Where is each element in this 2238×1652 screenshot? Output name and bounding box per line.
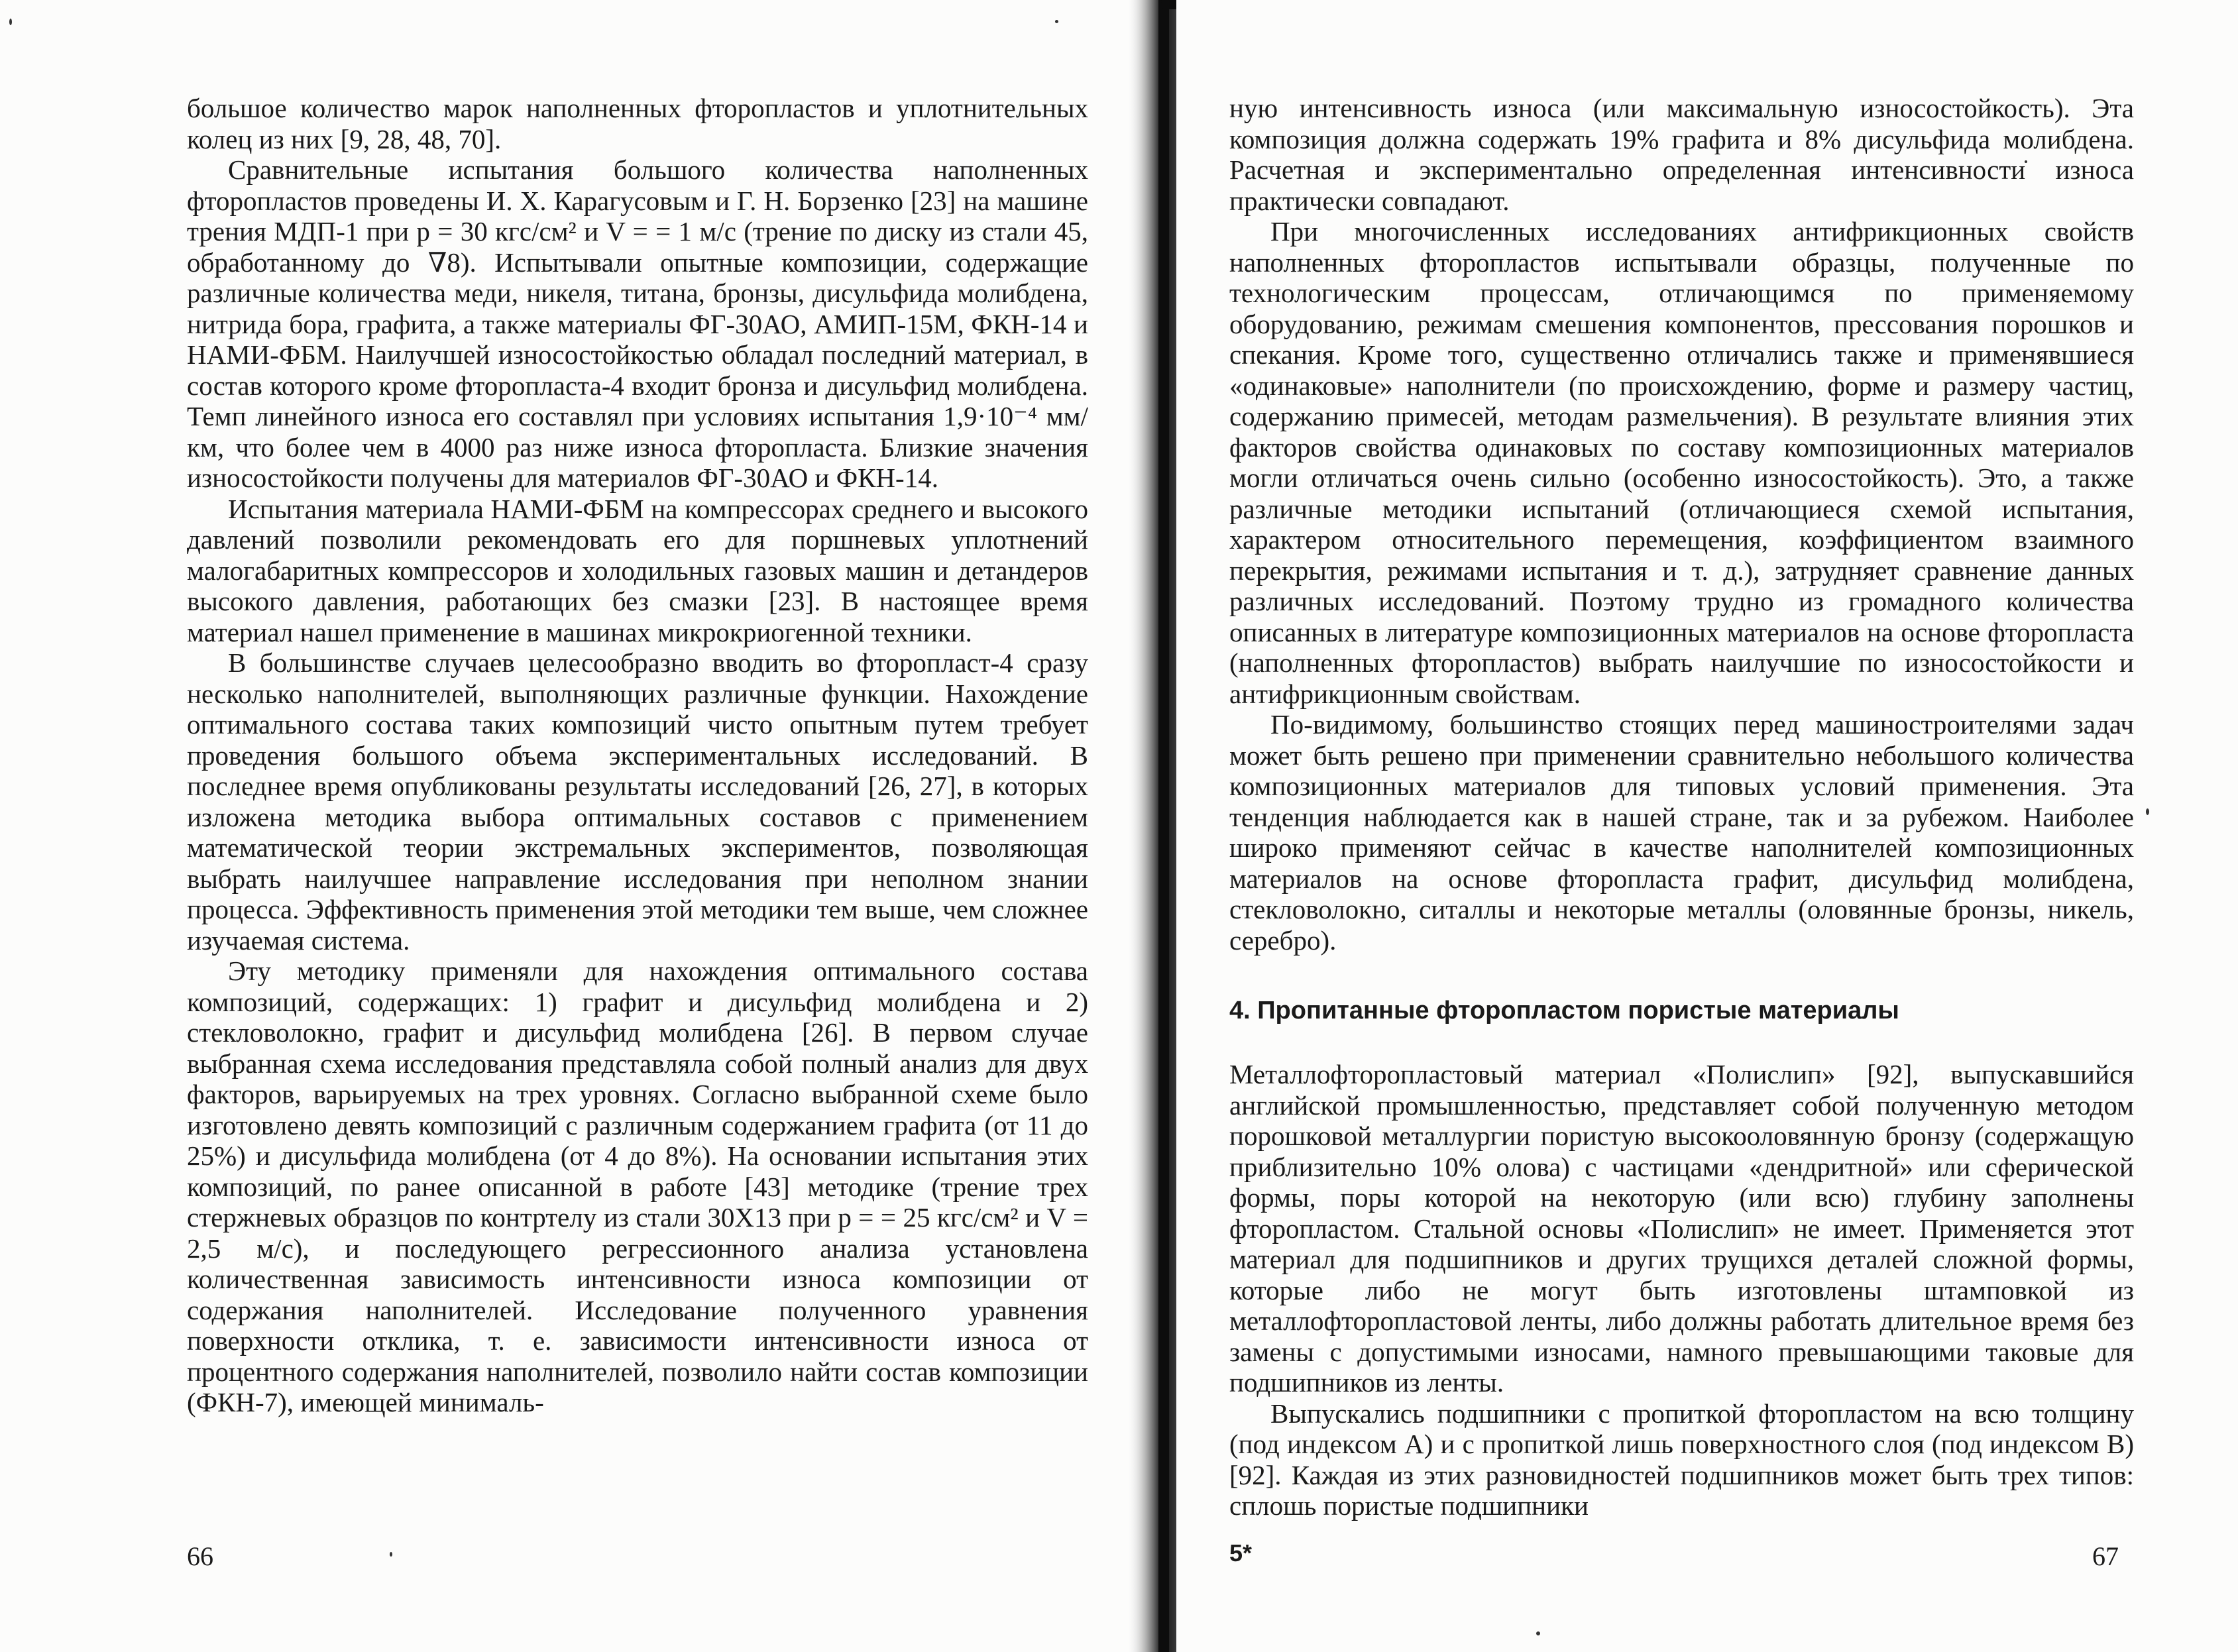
section-heading: 4. Пропитанные фторопластом пористые материалы [1229, 997, 1899, 1024]
left-page [187, 93, 1088, 1418]
scan-speck [1055, 20, 1058, 23]
page-number: 66 [187, 1541, 213, 1571]
paragraph: В большинстве случаев целесообразно вводить во фторопласт-4 сразу несколько наполнителей, выполняющих различные функции. Нахождение оптимального состава таких композиций чисто опытным путем требует проведения большого объема экспериментальных исследований. В последнее время опубликованы результаты исследований [26, 27], в которых изложена методика выбора оптимальных составов с применением математической теории экстремальных экспериментов, позволяющая выбрать наилучшее направление исследования при неполном знании процесса. Эффективность применения этой методики тем выше, чем сложнее изучаемая система. [187, 647, 1088, 956]
signature-mark: 5* [1229, 1539, 1253, 1567]
scan-speck [2146, 808, 2149, 815]
paragraph: ную интенсивность износа (или максимальную износостойкость). Эта композиция должна содержать 19% графита и 8% дисульфида молибдена. Расчетная и экспериментально определенная интенсивности износа практически совпадают. [1229, 93, 2134, 216]
scan-speck [390, 1552, 392, 1557]
scan-speck [1536, 1631, 1540, 1635]
paragraph: Выпускались подшипники с пропиткой фторопластом на всю толщину (под индексом А) и с пропиткой лишь поверхностного слоя (под индексом В) [92]. Каждая из этих разновидностей подшипников может быть трех типов: сплошь пористые подшипники [1229, 1398, 2134, 1521]
right-page [1229, 93, 2134, 1521]
paragraph: большое количество марок наполненных фторопластов и уплотнительных колец из них [9, 28, 48, 70]. [187, 93, 1088, 154]
page-number: 67 [2092, 1541, 2119, 1571]
paragraph: По-видимому, большинство стоящих перед машиностроителями задач может быть решено при применении сравнительно небольшого количества композиционных материалов для типовых условий применения. Эта тенденция наблюдается как в нашей стране, так и за рубежом. Наиболее широко применяют сейчас в качестве наполнителей композиционных материалов на основе фторопласта графит, дисульфид молибдена, стекловолокно, ситаллы и некоторые металлы (оловянные бронзы, никель, серебро). [1229, 709, 2134, 956]
paragraph: При многочисленных исследованиях антифрикционных свойств наполненных фторопластов испытывали образцы, полученные по технологическим процессам, отличающимся по применяемому оборудованию, режимам смешения компонентов, прессования порошков и спекания. Кроме того, существенно отличались также и применявшиеся «одинаковые» наполнители (по происхождению, форме и размеру частиц, содержанию примесей, методам размельчения). В результате влияния этих факторов свойства одинаковых по составу композиционных материалов могли отличаться очень сильно (особенно износостойкость). Это, а также различные методики испытаний (отличающиеся схемой испытания, характером относительного перемещения, коэффициентом взаимного перекрытия, режимами испытания и т. д.), затрудняет сравнение данных различных исследований. Поэтому трудно из громадного количества описанных в литературе композиционных материалов на основе фторопласта (наполненных фторопластов) выбрать наилучшие по износостойкости и антифрикционным свойствам. [1229, 216, 2134, 709]
paragraph: Металлофторопластовый материал «Полислип» [92], выпускавшийся английской промышленностью, представляет собой полученную методом порошковой металлургии пористую высокооловянную бронзу (содержащую приблизительно 10% олова) с частицами «дендритной» или сферической формы, поры которой на некоторую (или всю) глубину заполнены фторопластом. Стальной основы «Полислип» не имеет. Применяется этот материал для подшипников и других трущихся деталей сложной формы, которые либо не могут быть изготовлены штамповкой из металлофторопластовой ленты, либо должны работать длительное время без замены с допустимыми износами, намного превышающими таковые для подшипников из ленты. [1229, 1059, 2134, 1398]
scan-speck [9, 19, 12, 25]
paragraph: Сравнительные испытания большого количества наполненных фторопластов проведены И. Х. Карагусовым и Г. Н. Борзенко [23] на машине трения МДП-1 при p = 30 кгс/см² и V = = 1 м/с (трение по диску из стали 45, обработанному до ∇8). Испытывали опытные композиции, содержащие различные количества меди, никеля, титана, бронзы, дисульфида молибдена, нитрида бора, графита, а также материалы ФГ-30АО, АМИП-15М, ФКН-14 и НАМИ-ФБМ. Наилучшей износостойкостью обладал последний материал, в состав которого кроме фторопласта-4 входит бронза и дисульфид молибдена. Темп линейного износа его составлял при условиях испытания 1,9·10⁻⁴ мм/км, что более чем в 4000 раз ниже износа фторопласта. Близкие значения износостойкости получены для материалов ФГ-30АО и ФКН-14. [187, 154, 1088, 493]
binding-gutter-shadow [1127, 0, 1176, 1652]
paragraph: Испытания материала НАМИ-ФБМ на компрессорах среднего и высокого давлений позволили рекомендовать его для поршневых уплотнений малогабаритных компрессоров и холодильных газовых машин и детандеров высокого давления, работающих без смазки [23]. В настоящее время материал нашел применение в машинах микрокриогенной техники. [187, 493, 1088, 647]
paragraph: Эту методику применяли для нахождения оптимального состава композиций, содержащих: 1) графит и дисульфид молибдена и 2) стекловолокно, графит и дисульфид молибдена [26]. В первом случае выбранная схема исследования представляла собой полный анализ для двух факторов, варьируемых на трех уровнях. Согласно выбранной схеме было изготовлено девять композиций с различным содержанием графита (от 11 до 25%) и дисульфида молибдена (от 4 до 8%). На основании испытания этих композиций, по ранее описанной в работе [43] методике (трение трех стержневых образцов по контртелу из стали 30Х13 при p = = 25 кгс/см² и V = 2,5 м/с), и последующего регрессионного анализа установлена количественная зависимость интенсивности износа композиции от содержания наполнителей. Исследование полученного уравнения поверхности отклика, т. е. зависимости интенсивности износа от процентного содержания наполнителей, позволило найти состав композиции (ФКН-7), имеющей минималь- [187, 956, 1088, 1417]
